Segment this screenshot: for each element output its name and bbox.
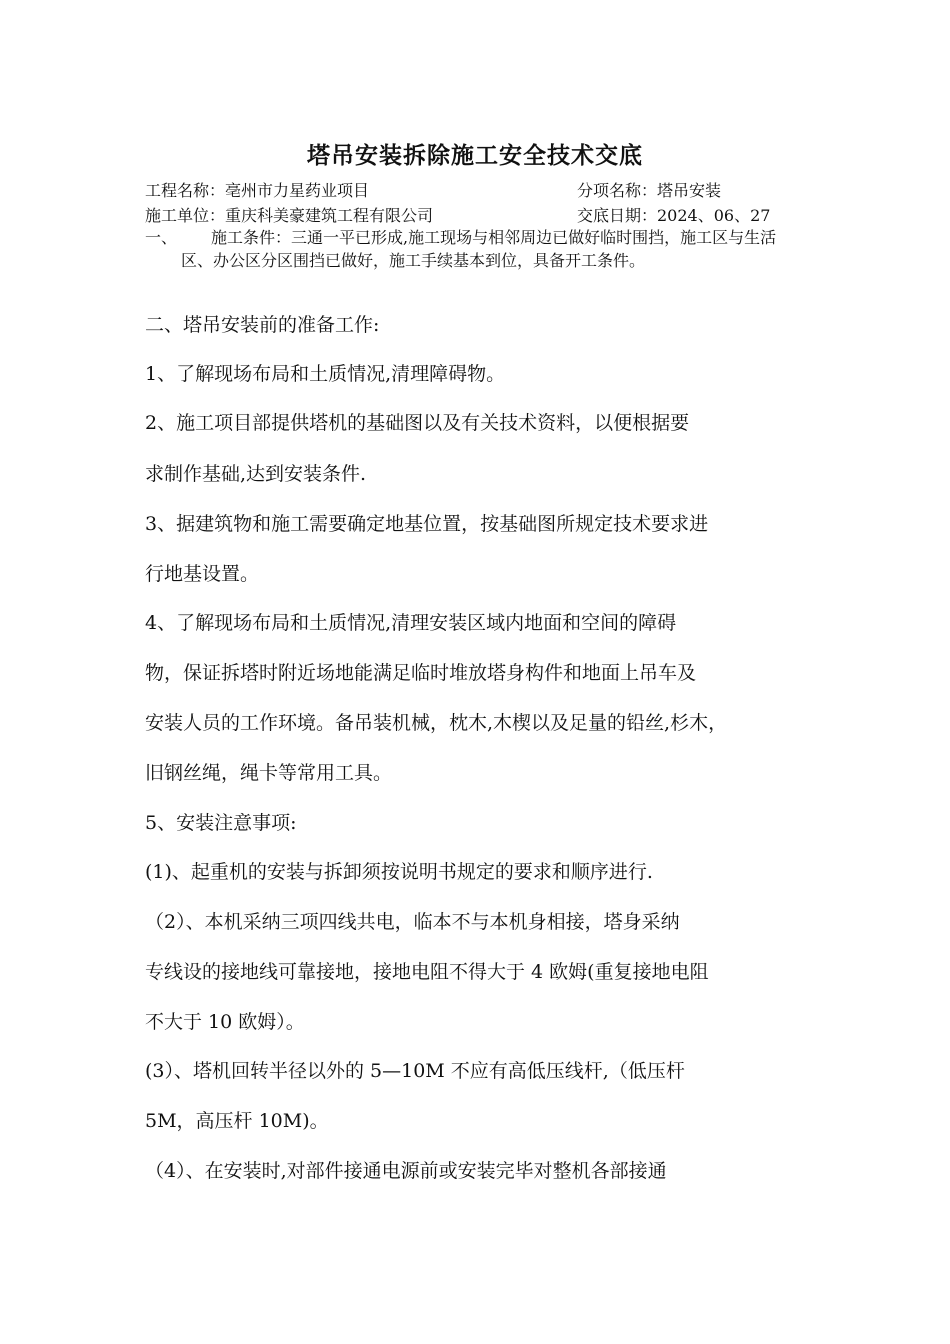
paragraph-line: 求制作基础,达到安装条件. (145, 463, 367, 485)
paragraph-line: 1、了解现场布局和土质情况,清理障碍物。 (145, 363, 506, 385)
paragraph-line: 行地基设置。 (145, 563, 260, 585)
construction-unit: 施工单位：重庆科美豪建筑工程有限公司 (145, 206, 434, 225)
section-construction-conditions (145, 226, 805, 272)
document-title: 塔吊安装拆除施工安全技术交底 (307, 142, 643, 169)
section-text: 施工条件：三通一平已形成,施工现场与相邻周边已做好临时围挡，施工区与生活区、办公区分区围挡已做好，施工手续基本到位，具备开工条件。 (181, 228, 777, 270)
paragraph-line: 5M，高压杆 10M)。 (145, 1110, 329, 1132)
paragraph-line: 旧钢丝绳，绳卡等常用工具。 (145, 762, 393, 784)
paragraph-line: 3、据建筑物和施工需要确定地基位置，按基础图所规定技术要求进 (145, 513, 709, 535)
paragraph-line: （2）、本机采纳三项四线共电，临本不与本机身相接，塔身采纳 (145, 911, 680, 933)
section-number: 一、 (145, 228, 178, 247)
paragraph-line: 2、施工项目部提供塔机的基础图以及有关技术资料，以便根据要 (145, 412, 690, 434)
disclosure-date: 交底日期：2024、06、27 (577, 206, 771, 225)
paragraph-line: 专线设的接地线可靠接地，接地电阻不得大于 4 欧姆(重复接地电阻 (145, 961, 709, 983)
paragraph-line: 5、安装注意事项: (145, 812, 297, 834)
paragraph-line: (3）、塔机回转半径以外的 5—10M 不应有高低压线杆,（低压杆 (145, 1060, 685, 1082)
paragraph-line: (1)、起重机的安装与拆卸须按说明书规定的要求和顺序进行. (145, 861, 653, 883)
paragraph-line: 二、塔吊安装前的准备工作: (145, 314, 380, 336)
paragraph-line: 4、了解现场布局和土质情况,清理安装区域内地面和空间的障碍 (145, 612, 677, 634)
paragraph-line: （4）、在安装时,对部件接通电源前或安装完毕对整机各部接通 (145, 1160, 667, 1182)
paragraph-line: 安装人员的工作环境。备吊装机械，枕木,木楔以及足量的铅丝,杉木， (145, 712, 728, 734)
subitem-name: 分项名称：塔吊安装 (577, 181, 722, 200)
project-name: 工程名称：亳州市力星药业项目 (145, 181, 370, 200)
paragraph-line: 不大于 10 欧姆）。 (145, 1011, 305, 1033)
paragraph-line: 物，保证拆塔时附近场地能满足临时堆放塔身构件和地面上吊车及 (145, 662, 697, 684)
